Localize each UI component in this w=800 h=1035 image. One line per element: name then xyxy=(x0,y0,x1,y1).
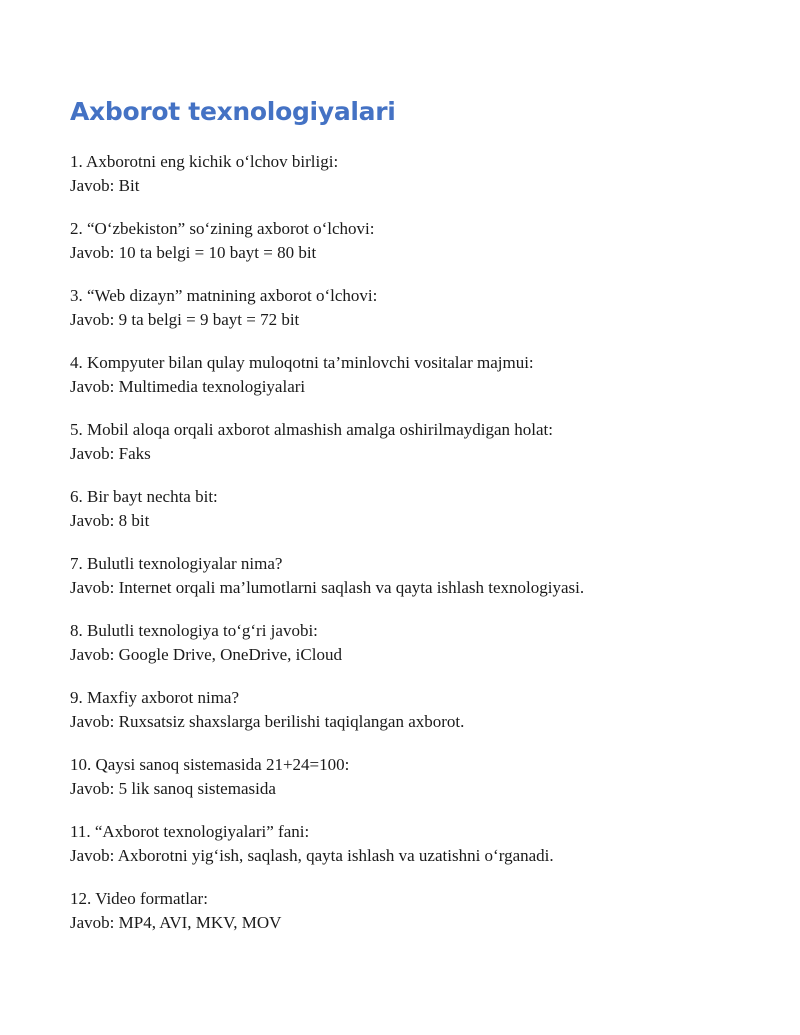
qa-item xyxy=(70,753,760,820)
answer-text: Javob: 8 bit xyxy=(70,510,150,530)
qa-item xyxy=(70,217,760,284)
answer-text: Javob: MP4, AVI, MKV, MOV xyxy=(70,912,282,932)
question-text: 4. Kompyuter bilan qulay muloqotni ta’minlovchi vositalar majmui: xyxy=(70,353,534,372)
question-text: 7. Bulutli texnologiyalar nima? xyxy=(70,554,283,573)
answer-text: Javob: Internet orqali ma’lumotlarni saqlash va qayta ishlash texnologiyasi. xyxy=(70,577,585,597)
answer-text: Javob: Multimedia texnologiyalari xyxy=(70,376,306,396)
qa-item xyxy=(70,686,760,753)
qa-item xyxy=(70,485,760,552)
qa-item xyxy=(70,552,760,619)
answer-text: Javob: Ruxsatsiz shaxslarga berilishi taqiqlangan axborot. xyxy=(70,711,465,731)
question-text: 5. Mobil aloqa orqali axborot almashish amalga oshirilmaydigan holat: xyxy=(70,420,553,439)
question-text: 1. Axborotni eng kichik o‘lchov birligi: xyxy=(70,152,339,171)
question-answer-list xyxy=(70,150,760,954)
question-text: 9. Maxfiy axborot nima? xyxy=(70,688,240,707)
question-text: 12. Video formatlar: xyxy=(70,889,208,908)
qa-item xyxy=(70,820,760,887)
answer-text: Javob: Bit xyxy=(70,175,140,195)
qa-item xyxy=(70,284,760,351)
document-title: Axborot texnologiyalari xyxy=(70,97,396,126)
answer-text: Javob: Faks xyxy=(70,443,151,463)
answer-text: Javob: Google Drive, OneDrive, iCloud xyxy=(70,644,342,664)
question-text: 3. “Web dizayn” matnining axborot o‘lchovi: xyxy=(70,286,378,305)
qa-item xyxy=(70,351,760,418)
question-text: 6. Bir bayt nechta bit: xyxy=(70,487,218,506)
qa-item xyxy=(70,418,760,485)
question-text: 10. Qaysi sanoq sistemasida 21+24=100: xyxy=(70,755,350,774)
answer-text: Javob: 10 ta belgi = 10 bayt = 80 bit xyxy=(70,242,317,262)
qa-item xyxy=(70,150,760,217)
answer-text: Javob: 5 lik sanoq sistemasida xyxy=(70,778,276,798)
question-text: 8. Bulutli texnologiya to‘g‘ri javobi: xyxy=(70,621,318,640)
answer-text: Javob: 9 ta belgi = 9 bayt = 72 bit xyxy=(70,309,300,329)
answer-text: Javob: Axborotni yig‘ish, saqlash, qayta ishlash va uzatishni o‘rganadi. xyxy=(70,845,554,865)
qa-item xyxy=(70,619,760,686)
qa-item xyxy=(70,887,760,954)
question-text: 2. “O‘zbekiston” so‘zining axborot o‘lchovi: xyxy=(70,219,375,238)
question-text: 11. “Axborot texnologiyalari” fani: xyxy=(70,822,310,841)
